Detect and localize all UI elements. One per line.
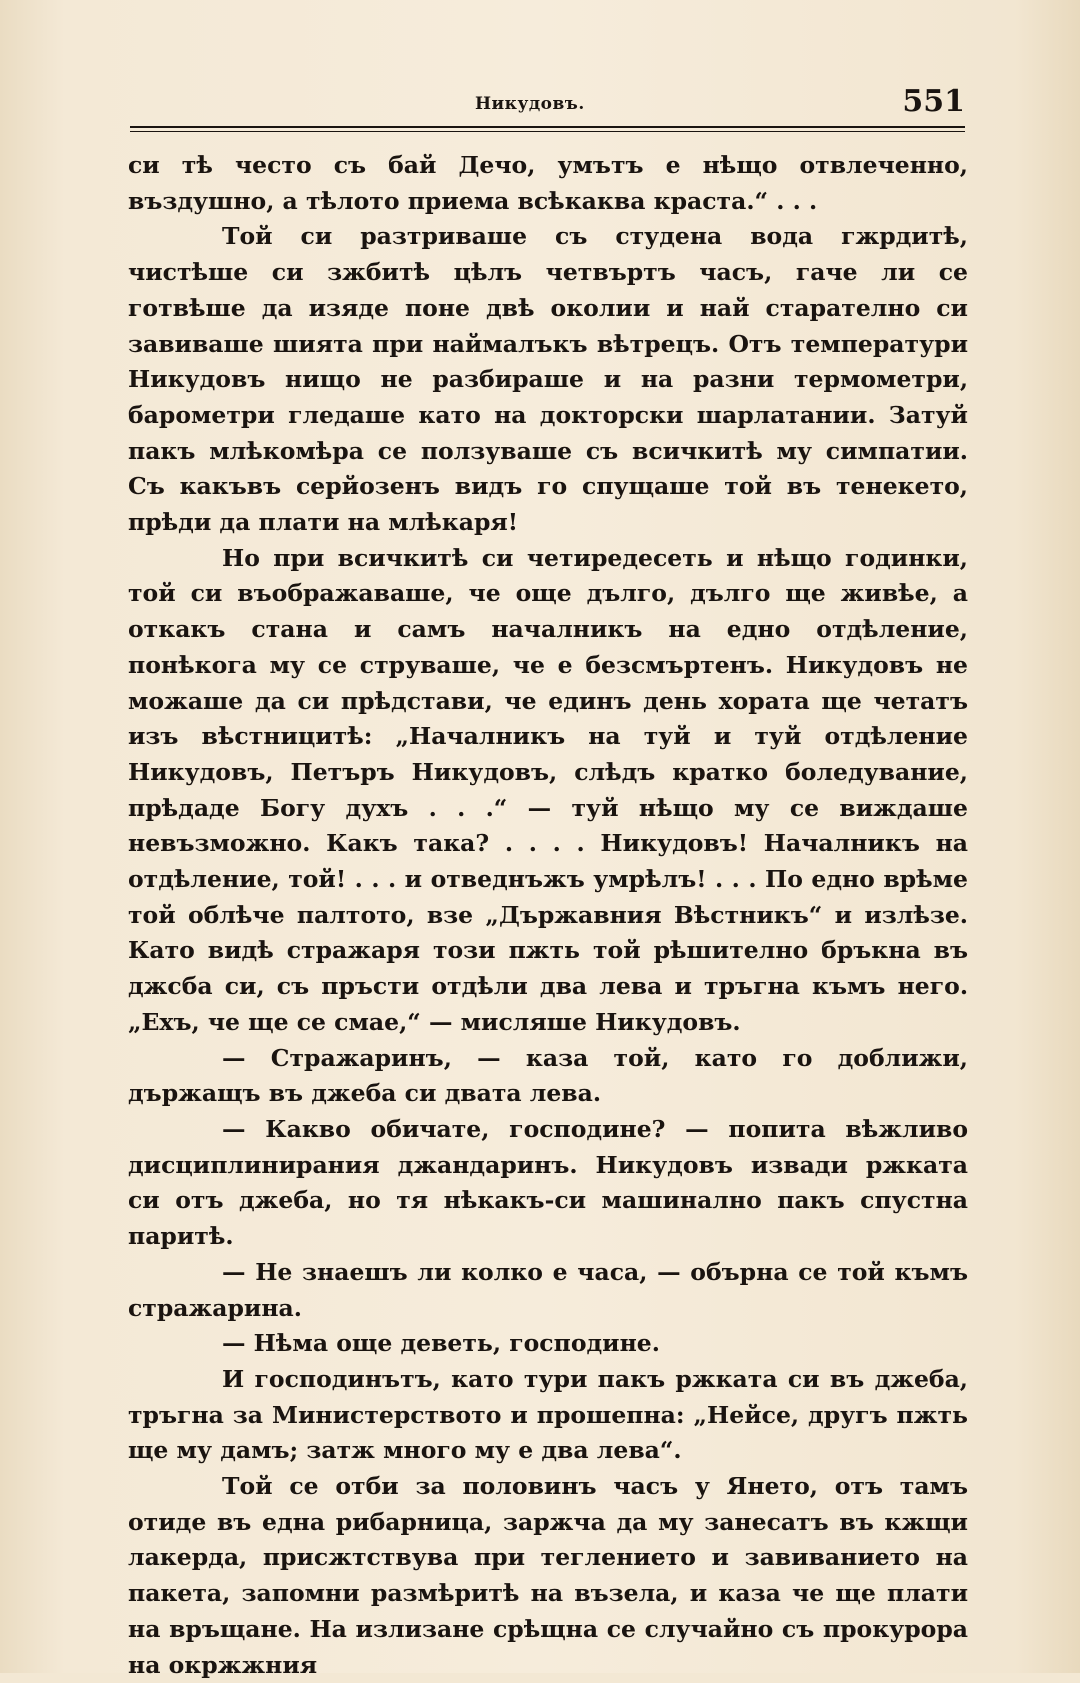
- paragraph: — Какво обичате, господине? — попита вѣжливо дисциплинирания джандаринъ. Никудовъ извади ржката си отъ джеба, но тя нѣкакъ-си машинално пакъ спустна паритѣ.: [128, 1114, 968, 1251]
- paragraph: И господинътъ, като тури пакъ ржката си въ джеба, тръгна за Министерството и прошепна: „Нейсе, другъ пжть ще му дамъ; затж много му е два лева“.: [128, 1364, 968, 1465]
- paragraph: Той си разтриваше съ студена вода гжрдитѣ, чистѣше си зжбитѣ цѣлъ четвъртъ часъ, гаче ли се готвѣше да изяде поне двѣ околии и най старателно си завиваше шията при наймалъкъ вѣтрецъ. Отъ температури Никудовъ нищо не разбираше и на разни термометри, барометри гледаше като на докторски шарлатании. Затуй пакъ млѣкомѣра се ползуваше съ всичкитѣ му симпатии. Съ какъвъ серйозенъ видъ го спущаше той въ тенекето, прѣди да плати на млѣкаря!: [128, 222, 968, 537]
- paragraph: — Стражаринъ, — каза той, като го доближи, държащъ въ джеба си двата лева.: [128, 1043, 968, 1108]
- paragraph: Той се отби за половинъ часъ у Янето, отъ тамъ отиде въ една рибарница, заржча да му занесатъ въ кжщи лакерда, присжтствува при теглението и завиванието на пакета, запомни размѣритѣ на възела, и каза че ще плати на връщане. На излизане срѣщна се случайно съ прокурора на окржжния: [128, 1472, 968, 1679]
- page-number: 551: [902, 84, 965, 119]
- header-rule-thin: [130, 131, 965, 132]
- header-rule-thick: [130, 126, 965, 128]
- body-text: [128, 148, 968, 1683]
- paragraph: си тѣ често съ бай Дечо, умътъ е нѣщо отвлеченно, въздушно, а тѣлото приема всѣкаква краста.“ . . .: [128, 151, 968, 215]
- running-title: Никудовъ.: [475, 94, 585, 114]
- paragraph: Но при всичкитѣ си четиредесеть и нѣщо годинки, той си въображаваше, че още дълго, дълго ще живѣе, а откакъ стана и самъ началникъ на едно отдѣление, понѣкога му се струваше, че е безсмъртенъ. Никудовъ не можаше да си прѣдстави, че единъ день хората ще четатъ изъ вѣстницитѣ: „Началникъ на туй и туй отдѣление Никудовъ, Петъръ Никудовъ, слѣдъ кратко боледувание, прѣдаде Богу духъ . . .“ — туй нѣщо му се виждаше невъзможно. Какъ така? . . . . Никудовъ! Началникъ на отдѣление, той! . . . и отведнъжъ умрѣлъ! . . . По едно врѣме той облѣче палтото, взе „Държавния Вѣстникъ“ и излѣзе. Като видѣ стражаря този пжть той рѣшително бръкна въ джсба си, съ пръсти отдѣли два лева и тръгна къмъ него. „Ехъ, че ще се смае,“ — мисляше Никудовъ.: [128, 543, 968, 1036]
- page-header: [130, 84, 965, 128]
- paragraph: — Нѣма още деветь, господине.: [222, 1329, 660, 1358]
- paragraph: — Не знаешъ ли колко е часа, — обърна се той къмъ стражарина.: [128, 1257, 968, 1322]
